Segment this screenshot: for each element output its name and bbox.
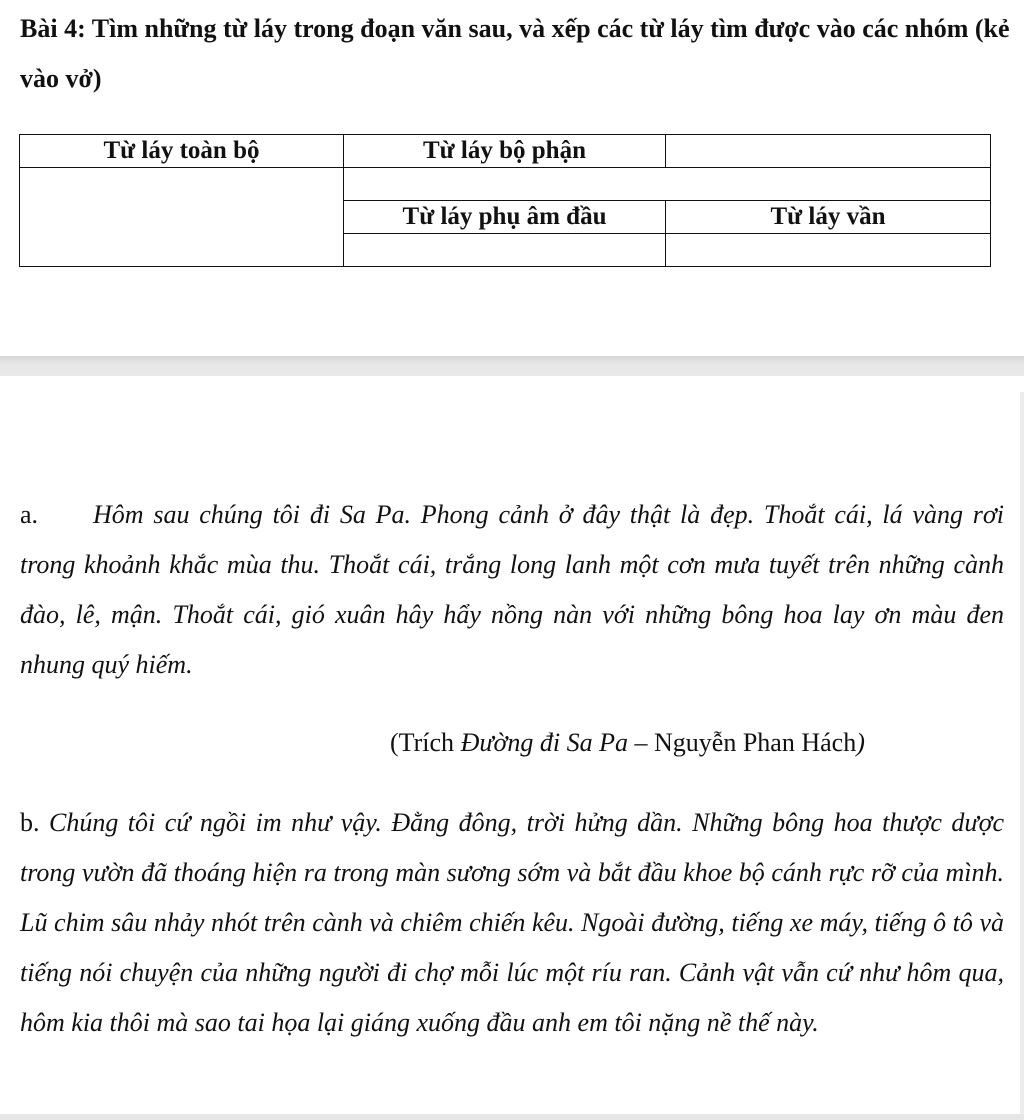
answer-cell-full-reduplication <box>20 168 344 267</box>
page-bottom-edge <box>0 1114 1024 1120</box>
answer-cell-initial-consonant <box>344 234 666 267</box>
exercise-title: Bài 4: Tìm những từ láy trong đoạn văn sau, và xếp các từ láy tìm được vào các nhóm (kẻ vào vở) <box>20 14 1010 93</box>
citation-work-title: Đường đi Sa Pa <box>460 728 629 757</box>
header-empty-cell <box>666 135 991 168</box>
answer-cell-rhyme <box>666 234 991 267</box>
passage-b-marker: b. <box>20 808 40 837</box>
passage-b <box>20 798 1004 1048</box>
page-separator <box>0 356 1024 376</box>
passage-b-text: Chúng tôi cứ ngồi im như vậy. Đằng đông, trời hửng dần. Những bông hoa thược dược trong vườn đã thoáng hiện ra trong màn sương sớm và bắt đầu khoe bộ cánh rực rỡ của mình. Lũ chim sâu nhảy nhót trên cành và chiêm chiến kêu. Ngoài đường, tiếng xe máy, tiếng ô tô và tiếng nói chuyện của những người đi chợ mỗi lúc một ríu ran. Cảnh vật vẫn cứ như hôm qua, hôm kia thôi mà sao tai họa lại giáng xuống đầu anh em tôi nặng nề thế này. <box>20 808 1004 1037</box>
passage-a-text: Hôm sau chúng tôi đi Sa Pa. Phong cảnh ở đây thật là đẹp. Thoắt cái, lá vàng rơi trong khoảnh khắc mùa thu. Thoắt cái, trắng long lanh một cơn mưa tuyết trên những cành đào, lê, mận. Thoắt cái, gió xuân hây hẩy nồng nàn với những bông hoa lay ơn màu đen nhung quý hiếm. <box>20 500 1004 679</box>
header-partial-reduplication: Từ láy bộ phận <box>344 135 666 168</box>
passage-a <box>20 490 1004 690</box>
citation-close: ) <box>856 728 865 757</box>
citation-author: – Nguyễn Phan Hách <box>628 728 857 757</box>
answer-cell-partial-reduplication <box>344 168 991 201</box>
citation-open: (Trích <box>390 728 461 757</box>
page-right-edge <box>1020 392 1024 1120</box>
header-initial-consonant: Từ láy phụ âm đầu <box>344 201 666 234</box>
word-classification-table <box>19 134 991 267</box>
document-page-top <box>0 0 1024 356</box>
passage-a-marker: a. <box>20 500 39 529</box>
passage-a-citation <box>390 718 865 768</box>
header-full-reduplication: Từ láy toàn bộ <box>20 135 344 168</box>
header-rhyme: Từ láy vần <box>666 201 991 234</box>
